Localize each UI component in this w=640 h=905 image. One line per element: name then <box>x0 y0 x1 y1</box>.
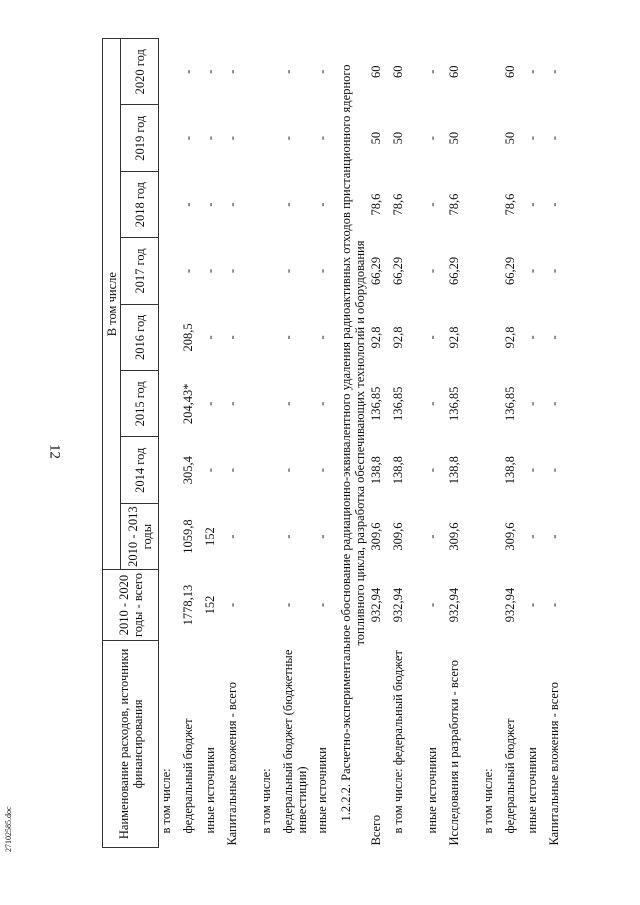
row-value: 138,8 <box>368 456 383 485</box>
header-year: 2015 год <box>121 371 159 437</box>
header-name: Наименование расходов, источники финансирования <box>103 640 159 847</box>
row-value: - <box>314 468 329 473</box>
table-row <box>281 39 315 848</box>
row-value <box>481 371 503 437</box>
row-value <box>259 437 281 503</box>
row-value: 152 <box>202 527 217 546</box>
row-value: - <box>280 335 295 340</box>
row-value: - <box>546 202 561 207</box>
row-value: - <box>314 268 329 274</box>
row-value: 78,6 <box>502 193 517 216</box>
row-value: 60 <box>390 65 405 78</box>
row-value: - <box>202 468 217 473</box>
table-body-b <box>369 39 581 848</box>
table-row <box>525 39 547 848</box>
row-value: 309,6 <box>446 522 461 551</box>
row-value: 66,29 <box>446 256 461 286</box>
header-year: 2010 - 2013 годы <box>121 503 159 569</box>
table-row <box>181 39 203 848</box>
row-value: - <box>202 202 217 207</box>
row-value <box>159 304 181 370</box>
row-value: - <box>314 69 329 74</box>
row-value: - <box>424 136 439 141</box>
row-value: - <box>224 69 239 74</box>
header-year: 2018 год <box>121 171 159 237</box>
row-value: 1059,8 <box>180 519 195 554</box>
row-value <box>159 171 181 237</box>
row-label: федеральный бюджет <box>180 718 195 834</box>
row-value: - <box>224 468 239 473</box>
footer-filename: 27102585.doc <box>4 806 13 852</box>
table-row <box>259 39 281 848</box>
row-value: - <box>546 401 561 406</box>
row-value <box>159 238 181 304</box>
row-value: - <box>314 202 329 207</box>
row-value: 50 <box>446 131 461 145</box>
table-row <box>159 39 181 848</box>
row-value: - <box>180 69 195 74</box>
row-value: 92,8 <box>390 326 405 349</box>
table-row <box>547 39 581 848</box>
row-label: федеральный бюджет (бюджетные инвестиции) <box>280 649 309 834</box>
row-label: иные источники <box>524 747 539 834</box>
header-year: 2014 год <box>121 437 159 503</box>
row-value: - <box>546 69 561 74</box>
row-value: 309,6 <box>390 522 405 551</box>
row-value: - <box>424 401 439 406</box>
row-value <box>159 570 181 640</box>
row-value: 208,5 <box>180 323 195 352</box>
row-value: 60 <box>446 65 461 78</box>
row-value: - <box>524 468 539 473</box>
row-value: 136,85 <box>502 386 517 421</box>
table-row <box>315 39 337 848</box>
row-value: 136,85 <box>390 386 405 421</box>
row-label: иные источники <box>314 747 329 834</box>
table-row <box>391 39 425 848</box>
row-value: - <box>424 602 439 608</box>
row-value: - <box>280 534 295 539</box>
table-row <box>503 39 525 848</box>
table-row <box>481 39 503 848</box>
row-label: в том числе: <box>258 768 273 834</box>
row-value <box>159 371 181 437</box>
row-value: 60 <box>368 65 383 78</box>
header-year: 2017 год <box>121 238 159 304</box>
row-value <box>159 39 181 105</box>
row-value: 92,8 <box>446 326 461 349</box>
table-row <box>203 39 225 848</box>
row-value: - <box>224 401 239 406</box>
row-value: - <box>202 69 217 74</box>
row-value: 204,43* <box>180 383 195 425</box>
row-value <box>159 437 181 503</box>
row-value: 932,94 <box>390 587 405 623</box>
row-value: - <box>224 202 239 207</box>
row-value: - <box>224 602 239 608</box>
header-in-including: В том числе <box>103 39 121 570</box>
row-value: 138,8 <box>446 456 461 485</box>
row-value: 92,8 <box>502 326 517 349</box>
row-value: 78,6 <box>390 193 405 216</box>
row-label: Всего <box>368 814 383 846</box>
row-value: 932,94 <box>502 587 517 623</box>
header-year: 2020 год <box>121 39 159 105</box>
row-value: 92,8 <box>368 326 383 349</box>
row-value: - <box>546 268 561 274</box>
section-title: 1.2.2.2. Расчетно-экспериментальное обоснование радиационно-эквивалентного удаления радиоактивных отходов пристанционного ядерного топливного цикла, разработка обеспечивающих технологий и оборудования <box>338 64 367 822</box>
row-label: в том числе: <box>480 768 495 834</box>
row-label: иные источники <box>202 747 217 834</box>
row-value: - <box>280 69 295 74</box>
row-value: - <box>424 268 439 274</box>
row-value: - <box>546 602 561 608</box>
row-value <box>481 570 503 640</box>
row-value <box>259 238 281 304</box>
row-value: 66,29 <box>368 256 383 286</box>
row-value: - <box>524 268 539 274</box>
row-value: - <box>546 335 561 340</box>
row-value: 152 <box>202 595 217 615</box>
row-value: - <box>202 136 217 141</box>
row-value: - <box>546 534 561 539</box>
row-value: - <box>280 401 295 406</box>
row-value <box>481 437 503 503</box>
row-value: - <box>314 335 329 340</box>
row-value: 78,6 <box>446 193 461 216</box>
row-value: 136,85 <box>446 386 461 421</box>
row-value <box>159 503 181 569</box>
header-year: 2016 год <box>121 304 159 370</box>
row-value: 138,8 <box>502 456 517 485</box>
row-value <box>481 105 503 171</box>
row-value <box>259 39 281 105</box>
row-value <box>259 304 281 370</box>
row-value <box>159 105 181 171</box>
row-value: - <box>546 468 561 473</box>
row-value <box>259 105 281 171</box>
row-value: 138,8 <box>390 456 405 485</box>
row-value: - <box>202 268 217 274</box>
row-label: в том числе: федеральный бюджет <box>390 650 405 834</box>
row-value <box>481 304 503 370</box>
header-year: 2019 год <box>121 105 159 171</box>
row-value: - <box>202 401 217 406</box>
row-value: - <box>524 534 539 539</box>
row-value: - <box>424 468 439 473</box>
row-value: - <box>280 468 295 473</box>
row-value: - <box>280 202 295 207</box>
row-value: - <box>180 268 195 274</box>
rotated-table-container <box>102 38 622 848</box>
row-value: 66,29 <box>502 256 517 286</box>
table-row <box>447 39 481 848</box>
table-body-a <box>159 39 337 848</box>
row-value: - <box>524 69 539 74</box>
row-value: - <box>314 602 329 608</box>
row-label: Исследования и разработки - всего <box>446 660 461 846</box>
row-value: - <box>180 136 195 141</box>
row-value: 60 <box>502 65 517 78</box>
row-value: - <box>314 534 329 539</box>
row-value: - <box>524 401 539 406</box>
row-value <box>481 39 503 105</box>
row-value: - <box>524 602 539 608</box>
row-value: 309,6 <box>502 522 517 551</box>
row-value <box>481 171 503 237</box>
row-label: иные источники <box>424 747 439 834</box>
row-value: - <box>224 136 239 141</box>
budget-table <box>102 38 581 848</box>
row-value: 50 <box>390 131 405 145</box>
row-value: - <box>424 202 439 207</box>
row-value: - <box>314 136 329 141</box>
section-body <box>337 39 369 848</box>
table-row <box>225 39 259 848</box>
row-label: Капитальные вложения - всего <box>546 681 561 846</box>
row-value: - <box>202 335 217 340</box>
row-value <box>259 371 281 437</box>
row-value <box>481 503 503 569</box>
row-value: - <box>224 335 239 340</box>
row-value: 50 <box>368 131 383 145</box>
row-value: 50 <box>502 131 517 145</box>
row-value <box>259 570 281 640</box>
row-value: 78,6 <box>368 193 383 216</box>
table-row <box>369 39 391 848</box>
row-value: 1778,13 <box>180 584 195 626</box>
row-value: - <box>524 335 539 340</box>
table-row <box>425 39 447 848</box>
row-value: - <box>546 136 561 141</box>
row-value: - <box>280 268 295 274</box>
row-value: 66,29 <box>390 256 405 286</box>
row-label: Капитальные вложения - всего <box>224 681 239 846</box>
row-value: - <box>424 534 439 539</box>
row-value: - <box>424 335 439 340</box>
row-value: - <box>424 69 439 74</box>
row-label: в том числе: <box>159 768 173 834</box>
header-total: 2010 - 2020 годы - всего <box>103 570 159 640</box>
row-value: - <box>224 534 239 539</box>
row-value: 309,6 <box>368 522 383 551</box>
row-value: - <box>524 136 539 141</box>
row-value: 932,94 <box>368 587 383 623</box>
row-value: 305,4 <box>180 456 195 485</box>
row-value: - <box>280 602 295 608</box>
row-value <box>481 238 503 304</box>
row-value: - <box>280 136 295 141</box>
row-value: - <box>224 268 239 274</box>
row-value <box>259 171 281 237</box>
row-value: - <box>524 202 539 207</box>
row-value: 136,85 <box>368 386 383 421</box>
row-label: федеральный бюджет <box>502 718 517 834</box>
row-value: - <box>180 202 195 207</box>
row-value: - <box>314 401 329 406</box>
row-value: 932,94 <box>446 587 461 623</box>
page-number: 12 <box>46 444 63 459</box>
row-value <box>259 503 281 569</box>
